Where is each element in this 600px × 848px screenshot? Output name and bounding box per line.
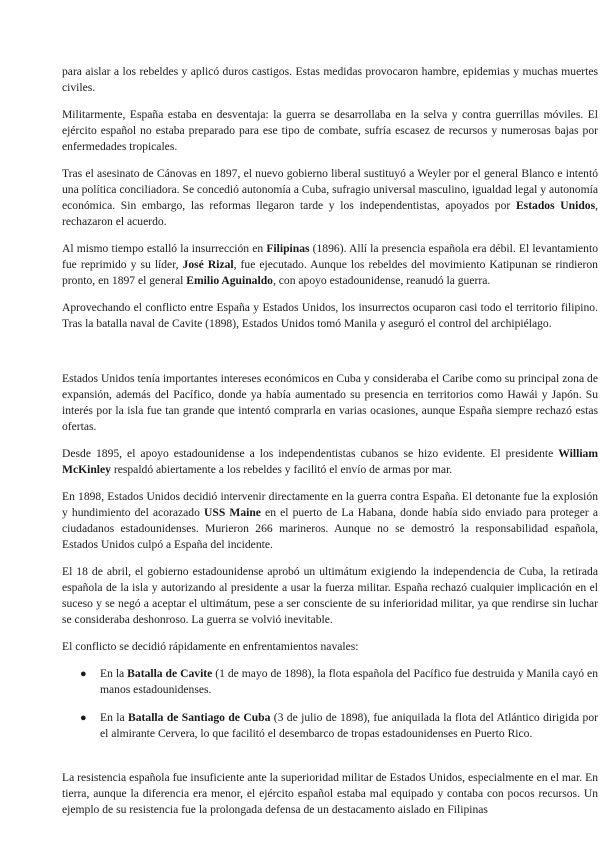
section-gap: [62, 343, 598, 371]
paragraph: Aprovechando el conflicto entre España y Estados Unidos, los insurrectos ocuparon casi todo el territorio filipino. Tras la batalla naval de Cavite (1898), Estados Unidos tomó Manila y aseguró el control del archipiélago.: [62, 301, 598, 330]
bullet-icon: ●: [80, 712, 87, 724]
paragraph: El 18 de abril, el gobierno estadounidense aprobó un ultimátum exigiendo la independencia de Cuba, la retirada española de la isla y autorizando al presidente a usar la fuerza militar. España rechazó cualquier implicación en el suceso y se negó a aceptar el ultimátum, pese a ser consciente de su inferioridad militar, ya que rendirse sin luchar se consideraba deshonroso. La guerra se volvió inevitable.: [62, 565, 598, 626]
document-page: [62, 64, 598, 829]
bold-term: William McKinley: [62, 447, 598, 476]
paragraph: El conflicto se decidió rápidamente en enfrentamientos navales:: [62, 640, 359, 653]
section-gap: [62, 754, 598, 770]
bullet-item: ● En la Batalla de Cavite (1 de mayo de 1898), la flota española del Pacífico fue destruida y Manila cayó en manos estadounidenses.: [80, 667, 598, 696]
bullet-list: [62, 666, 598, 742]
bold-term: José Rizal: [182, 258, 234, 271]
bold-term: Emilio Aguinaldo: [186, 274, 273, 287]
section-top: [62, 64, 598, 332]
paragraph: para aislar a los rebeldes y aplicó duros castigos. Estas medidas provocaron hambre, epidemias y muchas muertes civiles.: [62, 65, 598, 94]
paragraph: Desde 1895, el apoyo estadounidense a los independentistas cubanos se hizo evidente. El presidente William McKinley respaldó abiertamente a los rebeldes y facilitó el envío de armas por mar.: [62, 447, 598, 476]
bold-term: Estados Unidos: [515, 199, 596, 212]
paragraph: Al mismo tiempo estalló la insurrección en Filipinas (1896). Allí la presencia española era débil. El levantamiento fue reprimido y su líder, José Rizal, fue ejecutado. Aunque los rebeldes del movimiento Katipunan se rindieron pronto, en 1897 el general Emilio Aguinaldo, con apoyo estadounidense, reanudó la guerra.: [62, 242, 599, 287]
paragraph: Militarmente, España estaba en desventaja: la guerra se desarrollaba en la selva y contra guerrillas móviles. El ejército español no estaba preparado para ese tipo de combate, sufría escasez de recursos y numerosas bajas por enfermedades tropicales.: [62, 108, 598, 153]
bold-term: Batalla de Cavite: [127, 667, 213, 680]
bold-term: USS Maine: [204, 506, 261, 519]
paragraph: Estados Unidos tenía importantes intereses económicos en Cuba y consideraba el Caribe como su principal zona de expansión, además del Pacífico, donde ya había aumentado su presencia en territorios como Hawái y Japón. Su interés por la isla fue tan grande que intentó comprarla en varias ocasiones, aunque España siempre rechazó estas ofertas.: [62, 372, 598, 433]
bold-term: Filipinas: [266, 242, 310, 255]
paragraph: Tras el asesinato de Cánovas en 1897, el nuevo gobierno liberal sustituyó a Weyler por el general Blanco e intentó una política conciliadora. Se concedió autonomía a Cuba, sufragio universal masculino, igualdad legal y autonomía económica. Sin embargo, las reformas llegaron tarde y los independentistas, apoyados por Estados Unidos, rechazaron el acuerdo.: [62, 167, 598, 228]
bold-term: Batalla de Santiago de Cuba: [128, 711, 271, 724]
bullet-item: ● En la Batalla de Santiago de Cuba (3 de julio de 1898), fue aniquilada la flota del Atlántico dirigida por el almirante Cervera, lo que facilitó el desembarco de tropas estadounidenses en Puerto Rico.: [80, 711, 598, 740]
bullet-icon: ●: [80, 668, 87, 680]
paragraph: La resistencia española fue insuficiente ante la superioridad militar de Estados Unidos, especialmente en el mar. En tierra, aunque la diferencia era menor, el ejército español estaba mal equipado y contaba con pocos recursos. Un ejemplo de su resistencia fue la prolongada defensa de un destacamento aislado en Filipinas: [62, 771, 598, 816]
section-bottom: [62, 770, 598, 818]
section-mid: [62, 371, 598, 655]
paragraph: En 1898, Estados Unidos decidió intervenir directamente en la guerra contra España. El detonante fue la explosión y hundimiento del acorazado USS Maine en el puerto de La Habana, donde había sido enviado para proteger a ciudadanos estadounidenses. Murieron 266 marineros. Aunque no se demostró la responsabilidad española, Estados Unidos culpó a España del incidente.: [62, 490, 598, 551]
